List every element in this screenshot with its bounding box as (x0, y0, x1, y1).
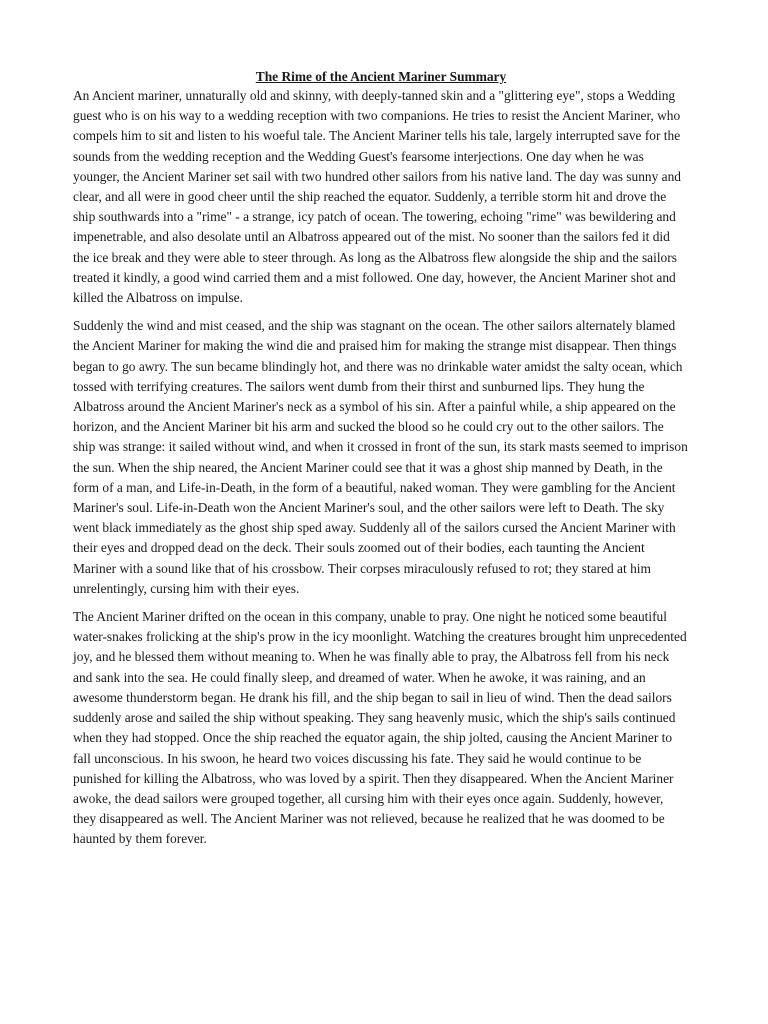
paragraph-3: The Ancient Mariner drifted on the ocean in this company, unable to pray. One night he noticed some beautiful water-snakes frolicking at the ship's prow in the icy moonlight. Watching the creatures brought him unprecedented joy, and he blessed them without meaning to. When he was finally able to pray, the Albatross fell from his neck and sank into the sea. He could finally sleep, and dreamed of water. When he awoke, it was raining, and an awesome thunderstorm began. He drank his fill, and the ship began to sail in lieu of wind. Then the dead sailors suddenly arose and sailed the ship without speaking. They sang heavenly music, which the ship's sails continued when they had stopped. Once the ship reached the equator again, the ship jolted, causing the Ancient Mariner to fall unconscious. In his swoon, he heard two voices discussing his fate. They said he would continue to be punished for killing the Albatross, who was loved by a spirit. Then they disappeared. When the Ancient Mariner awoke, the dead sailors were grouped together, all cursing him with their eyes once again. Suddenly, however, they disappeared as well. The Ancient Mariner was not relieved, because he realized that he was doomed to be haunted by them forever. (73, 609, 687, 847)
document-body (73, 68, 689, 858)
document-title: The Rime of the Ancient Mariner Summary (255, 69, 507, 84)
paragraph-1: An Ancient mariner, unnaturally old and skinny, with deeply-tanned skin and a "glittering eye", stops a Wedding guest who is on his way to a wedding reception with two companions. He tries to resist the Ancient Mariner, who compels him to sit and listen to his woeful tale. The Ancient Mariner tells his tale, largely interrupted save for the sounds from the wedding reception and the Wedding Guest's fearsome interjections. One day when he was younger, the Ancient Mariner set sail with two hundred other sailors from his native land. The day was sunny and clear, and all were in good cheer until the ship reached the equator. Suddenly, a terrible storm hit and drove the ship southwards into a "rime" - a strange, icy patch of ocean. The towering, echoing "rime" was bewildering and impenetrable, and also desolate until an Albatross appeared out of the mist. No sooner than the sailors fed it did the ice break and they were able to steer through. As long as the Albatross flew alongside the ship and the sailors treated it kindly, a good wind carried them and a mist followed. One day, however, the Ancient Mariner shot and killed the Albatross on impulse. (73, 88, 681, 306)
paragraph-2: Suddenly the wind and mist ceased, and the ship was stagnant on the ocean. The other sailors alternately blamed the Ancient Mariner for making the wind die and praised him for making the strange mist disappear. Then things began to go awry. The sun became blindingly hot, and there was no drinkable water amidst the salty ocean, which tossed with terrifying creatures. The sailors went dumb from their thirst and sunburned lips. They hung the Albatross around the Ancient Mariner's neck as a symbol of his sin. After a painful while, a ship appeared on the horizon, and the Ancient Mariner bit his arm and sucked the blood so he could cry out to the other sailors. The ship was strange: it sailed without wind, and when it crossed in front of the sun, its stark masts seemed to imprison the sun. When the ship neared, the Ancient Mariner could see that it was a ghost ship manned by Death, in the form of a man, and Life-in-Death, in the form of a beautiful, naked woman. They were gambling for the Ancient Mariner's soul. Life-in-Death won the Ancient Mariner's soul, and the other sailors were left to Death. The sky went black immediately as the ghost ship sped away. Suddenly all of the sailors cursed the Ancient Mariner with their eyes and dropped dead on the deck. Their souls zoomed out of their bodies, each taunting the Ancient Mariner with a sound like that of his crossbow. Their corpses miraculously refused to rot; they stared at him unrelentingly, cursing him with their eyes. (73, 318, 688, 596)
